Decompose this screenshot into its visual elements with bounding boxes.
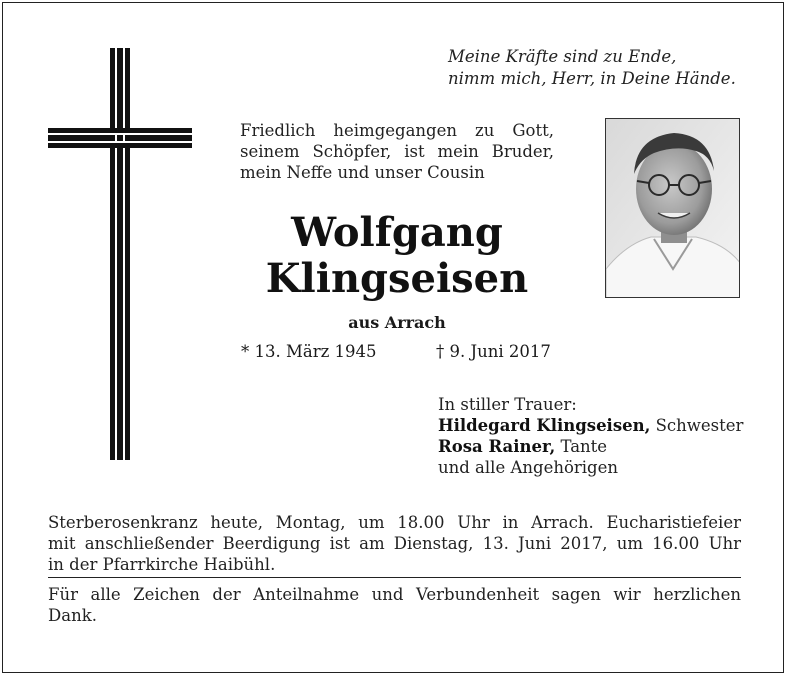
mourner-entry [438, 415, 748, 436]
mourner-relation: Schwester [655, 416, 744, 435]
verse [448, 46, 748, 90]
verse-line: Meine Kräfte sind zu Ende, [448, 47, 677, 66]
service-info [48, 512, 741, 575]
portrait-photo [605, 118, 740, 298]
mourner-name: Hildegard Klingseisen, [438, 416, 651, 435]
thanks-line: Dank. [48, 606, 97, 625]
mourner-entry [438, 436, 748, 457]
service-line: in der Pfarrkirche Haibühl. [48, 555, 276, 574]
last-name: Klingseisen [265, 255, 529, 302]
mourner-name: Rosa Rainer, [438, 437, 556, 456]
deceased-name [240, 210, 554, 302]
intro-line: Friedlich heimgegangen zu Gott, [240, 121, 554, 140]
mourners-heading: In stiller Trauer: [438, 395, 577, 414]
service-line: mit anschließender Beerdigung ist am Dienstag, 13. Juni 2017, um 16.00 Uhr [48, 534, 741, 553]
first-name: Wolfgang [291, 209, 503, 256]
thanks-text [48, 584, 741, 626]
verse-line: nimm mich, Herr, in Deine Hände. [448, 69, 736, 88]
thanks-line: Für alle Zeichen der Anteilnahme und Verbundenheit sagen wir herzlichen [48, 585, 741, 604]
divider [48, 577, 741, 578]
death-date: † 9. Juni 2017 [436, 342, 551, 361]
intro-line: seinem Schöpfer, ist mein Bruder, [240, 142, 554, 161]
birth-date: * 13. März 1945 [241, 342, 377, 361]
intro-line: mein Neffe und unser Cousin [240, 163, 485, 182]
cross-icon [48, 48, 192, 460]
mourner-relation: Tante [560, 437, 608, 456]
mourners-closing: und alle Angehörigen [438, 458, 619, 477]
mourners-block [438, 394, 748, 478]
origin: aus Arrach [348, 313, 446, 332]
intro-text [240, 120, 554, 183]
service-line: Sterberosenkranz heute, Montag, um 18.00 Uhr in Arrach. Eucharistiefeier [48, 513, 741, 532]
